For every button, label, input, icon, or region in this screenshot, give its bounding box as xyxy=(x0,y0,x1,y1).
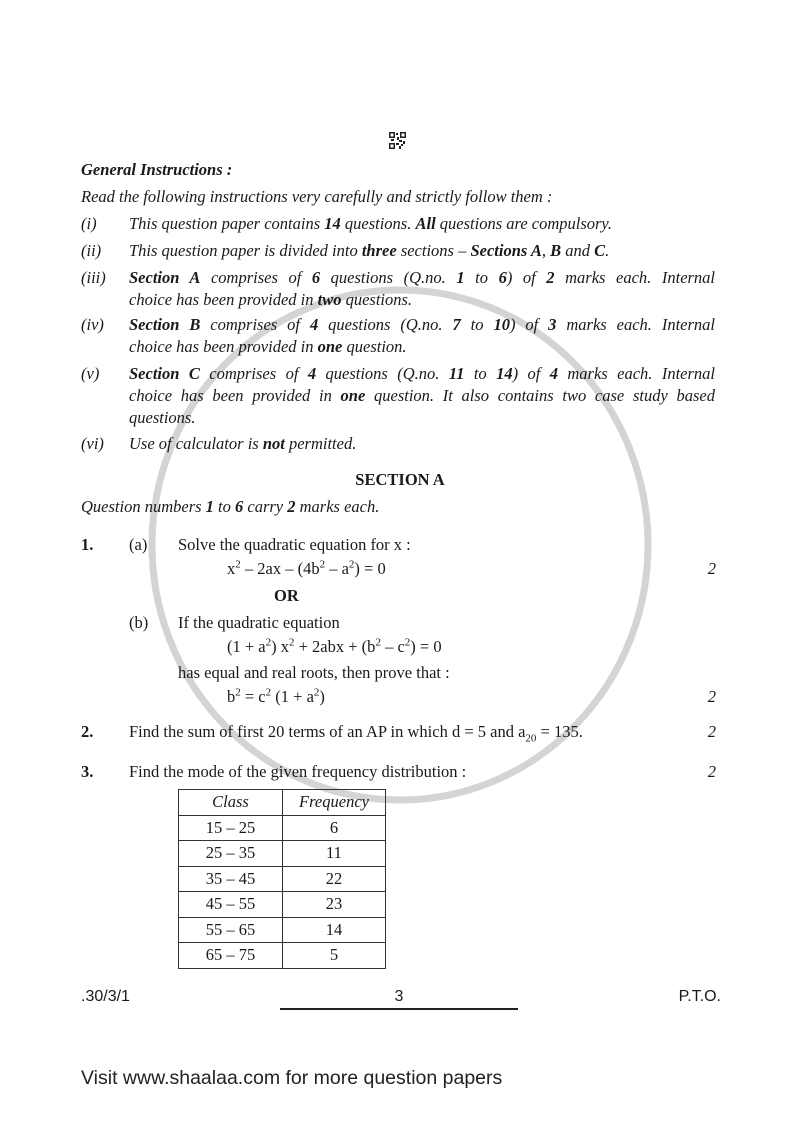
text-segment: 4 xyxy=(307,364,317,383)
text-segment: B xyxy=(550,241,562,260)
marks: 2 xyxy=(707,687,716,706)
text-segment: questions (Q.no. xyxy=(320,268,457,287)
table-row xyxy=(179,943,386,969)
instruction-label: (vi) xyxy=(81,434,104,453)
text-segment: 2 xyxy=(287,497,296,516)
text-segment: This question paper is divided into xyxy=(129,241,362,260)
class-interval-cell: 15 – 25 xyxy=(179,815,283,841)
question-number: 1. xyxy=(81,535,94,554)
text-segment: Question numbers xyxy=(81,497,206,516)
qr-code-icon xyxy=(389,132,406,149)
text-segment: not xyxy=(262,434,285,453)
class-interval-cell: 65 – 75 xyxy=(179,943,283,969)
text-segment: marks each. Internal xyxy=(554,268,716,287)
text-segment: 6 xyxy=(235,497,244,516)
text-segment: C xyxy=(594,241,606,260)
pto-label: P.T.O. xyxy=(678,988,721,1005)
table-row xyxy=(179,866,386,892)
text-segment: sections – xyxy=(396,241,471,260)
text-segment: 2 xyxy=(289,636,295,649)
text-segment: Sections A xyxy=(470,241,542,260)
text-segment: 20 xyxy=(525,732,537,745)
text-segment: questions (Q.no. xyxy=(318,315,453,334)
instruction-line xyxy=(129,268,715,288)
text-segment: 6 xyxy=(498,268,507,287)
question-number: 2. xyxy=(81,722,94,741)
text-segment: Find the sum of first 20 terms of an AP in which d = 5 and a xyxy=(129,722,526,741)
frequency-cell: 22 xyxy=(283,866,386,892)
marks: 2 xyxy=(707,722,716,741)
text-segment: = c xyxy=(240,687,266,706)
instruction-line xyxy=(129,290,412,310)
instruction-label: (iv) xyxy=(81,315,104,334)
text-segment: choice has been provided in xyxy=(129,290,318,309)
text-segment: ) = 0 xyxy=(410,637,442,656)
text-segment: carry xyxy=(243,497,288,516)
text-segment: 7 xyxy=(452,315,461,334)
instruction-label: (ii) xyxy=(81,241,102,260)
text-segment: and xyxy=(561,241,595,260)
instruction-label: (v) xyxy=(81,364,100,383)
instructions-intro: Read the following instructions very carefully and strictly follow them : xyxy=(81,187,553,206)
instruction-line xyxy=(129,337,407,357)
text-segment: 2 xyxy=(235,686,241,699)
text-segment: 4 xyxy=(549,364,558,383)
text-segment: to xyxy=(460,315,494,334)
text-segment: . xyxy=(605,241,610,260)
text-segment: marks each. Internal xyxy=(556,315,715,334)
text-segment: – a xyxy=(325,559,349,578)
instruction-line xyxy=(129,315,715,335)
text-segment: Use of calculator is xyxy=(129,434,263,453)
text-segment: 2 xyxy=(319,558,326,571)
text-segment: 14 xyxy=(324,214,341,233)
class-interval-cell: 55 – 65 xyxy=(179,917,283,943)
text-segment: questions (Q.no. xyxy=(316,364,449,383)
instruction-line xyxy=(129,386,715,406)
marks: 2 xyxy=(707,762,716,781)
text-segment: comprises of xyxy=(200,268,312,287)
text-segment: questions are compulsory. xyxy=(435,214,612,233)
text-segment: 2 xyxy=(265,686,272,699)
text-segment: 10 xyxy=(493,315,510,334)
text-segment: Section A xyxy=(129,268,201,287)
text-segment: 2 xyxy=(404,636,411,649)
question-text xyxy=(129,722,583,745)
text-segment: questions. xyxy=(341,290,413,309)
option-label-b: (b) xyxy=(129,613,149,632)
text-segment: to xyxy=(464,268,499,287)
instruction-line xyxy=(129,434,356,454)
section-title: SECTION A xyxy=(355,470,445,489)
text-segment: to xyxy=(464,364,497,383)
text-segment: ) x xyxy=(271,637,289,656)
paper-code: .30/3/1 xyxy=(81,988,130,1005)
instruction-line xyxy=(129,408,195,428)
column-header: Frequency xyxy=(283,790,386,816)
text-segment: 2 xyxy=(348,558,355,571)
text-segment: questions. xyxy=(340,214,416,233)
text-segment: Section B xyxy=(129,315,201,334)
text-segment: – c xyxy=(380,637,405,656)
table-row xyxy=(179,815,386,841)
table-row xyxy=(179,841,386,867)
text-segment: two xyxy=(317,290,342,309)
footer-divider xyxy=(280,1008,518,1010)
frequency-cell: 11 xyxy=(283,841,386,867)
marks: 2 xyxy=(707,559,716,578)
equation xyxy=(227,559,386,579)
text-segment: 2 xyxy=(313,686,320,699)
text-segment: 11 xyxy=(448,364,465,383)
text-segment: 3 xyxy=(548,315,557,334)
equation xyxy=(227,637,442,657)
text-segment: 6 xyxy=(311,268,321,287)
text-segment: 2 xyxy=(235,558,241,571)
text-segment: = 135. xyxy=(536,722,583,741)
question-text: Solve the quadratic equation for x : xyxy=(178,535,411,554)
class-interval-cell: 25 – 35 xyxy=(179,841,283,867)
text-segment: 2 xyxy=(265,636,272,649)
text-segment: , xyxy=(541,241,551,260)
table-row xyxy=(179,917,386,943)
text-segment: comprises of xyxy=(200,315,310,334)
question-text: has equal and real roots, then prove that : xyxy=(178,663,450,682)
frequency-cell: 5 xyxy=(283,943,386,969)
page-number: 3 xyxy=(394,988,404,1005)
text-segment: ) of xyxy=(509,315,549,334)
text-segment: (1 + a xyxy=(227,637,266,656)
text-segment: question. xyxy=(342,337,407,356)
text-segment: to xyxy=(213,497,236,516)
text-segment: questions. xyxy=(129,408,196,427)
instruction-line xyxy=(129,214,612,234)
text-segment: permitted. xyxy=(284,434,357,453)
text-segment: 1 xyxy=(456,268,465,287)
text-segment: 2 xyxy=(375,636,381,649)
instruction-label: (iii) xyxy=(81,268,106,287)
text-segment: comprises of xyxy=(199,364,308,383)
text-segment: All xyxy=(415,214,436,233)
frequency-table xyxy=(178,789,386,969)
text-segment: 4 xyxy=(309,315,319,334)
text-segment: ) xyxy=(319,687,325,706)
text-segment: ) of xyxy=(512,364,550,383)
text-segment: ) = 0 xyxy=(354,559,386,578)
text-segment: choice has been provided in xyxy=(129,337,318,356)
text-segment: choice has been provided in xyxy=(129,386,341,405)
instruction-line xyxy=(129,241,609,261)
option-label-a: (a) xyxy=(129,535,148,554)
text-segment: 1 xyxy=(205,497,214,516)
text-segment: x xyxy=(227,559,236,578)
text-segment: + 2abx + (b xyxy=(294,637,376,656)
class-interval-cell: 45 – 55 xyxy=(179,892,283,918)
text-segment: question. It also contains two case study based xyxy=(365,386,715,405)
instruction-line xyxy=(129,364,715,384)
question-number: 3. xyxy=(81,762,94,781)
text-segment: 14 xyxy=(496,364,513,383)
text-segment: Section C xyxy=(129,364,200,383)
question-text: If the quadratic equation xyxy=(178,613,340,632)
text-segment: (1 + a xyxy=(271,687,314,706)
instructions-heading: General Instructions : xyxy=(81,160,233,179)
frequency-cell: 14 xyxy=(283,917,386,943)
column-header: Class xyxy=(179,790,283,816)
equation xyxy=(227,687,325,707)
frequency-cell: 6 xyxy=(283,815,386,841)
or-separator: OR xyxy=(274,586,299,605)
text-segment: marks each. Internal xyxy=(557,364,715,383)
text-segment: marks each. xyxy=(295,497,380,516)
text-segment: 2 xyxy=(546,268,555,287)
section-subtitle xyxy=(81,497,379,517)
text-segment: – 2ax – (4b xyxy=(240,559,320,578)
instruction-label: (i) xyxy=(81,214,97,233)
text-segment: one xyxy=(340,386,366,405)
text-segment: three xyxy=(361,241,397,260)
text-segment: This question paper contains xyxy=(129,214,325,233)
question-text: Find the mode of the given frequency distribution : xyxy=(129,762,467,781)
visit-banner: Visit www.shaalaa.com for more question papers xyxy=(81,1067,503,1089)
table-row xyxy=(179,892,386,918)
text-segment: b xyxy=(227,687,236,706)
frequency-cell: 23 xyxy=(283,892,386,918)
text-segment: one xyxy=(317,337,343,356)
class-interval-cell: 35 – 45 xyxy=(179,866,283,892)
text-segment: ) of xyxy=(506,268,547,287)
